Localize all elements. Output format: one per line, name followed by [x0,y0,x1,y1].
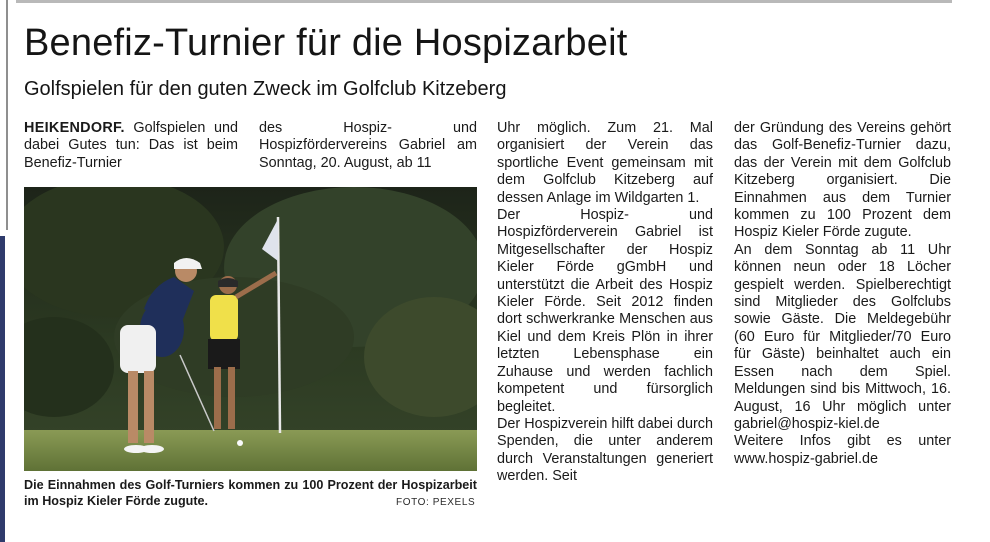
left-rule [6,0,8,230]
paragraph: Weitere Infos gibt es unter www.hospiz-gabriel.de [734,433,951,467]
headline: Benefiz-Turnier für die Hospizarbeit [24,22,628,64]
caption-text: Die Einnahmen des Golf-Turniers kommen zu 100 Prozent der Hospizarbeit im Hospiz Kieler Förde zugute. [24,478,477,508]
paragraph: Uhr möglich. Zum 21. Mal organisiert der Verein das sportliche Event gemeinsam mit dem Golfclub Kitzeberg auf dessen Anlage im Wildgarten 1. [497,120,713,206]
golf-photo-illustration [24,187,477,471]
paragraph: Der Hospizverein hilft dabei durch Spenden, die unter anderem durch Veranstaltungen generiert werden. Seit [497,415,713,485]
paragraph: Der Hospiz- und Hospizförderverein Gabriel ist Mitgesellschafter der Hospiz Kieler Förde gGmbH und unterstützt die Arbeit des Hospiz Kieler Förde. Seit 2012 finden dort schwerkranke Menschen aus Kiel und dem Kreis Plön in ihrer letzten Lebensphase ein Zuhause und werden fachlich kompetent und fürsorglich begleitet. [497,207,713,415]
dateline: HEIKENDORF. [24,120,125,136]
paragraph: An dem Sonntag ab 11 Uhr können neun oder 18 Löcher gespielt werden. Spielberechtigt sind Mitglieder des Golfclubs sowie Gäste. Die Meldegebühr (60 Euro für Mitglieder/70 Euro für Gäste) beinhaltet auch ein Essen nach dem Spiel. Meldungen sind bis Mittwoch, 16. August, 16 Uhr möglich unter gabriel@hospiz-kiel.de [734,241,951,432]
paragraph: der Gründung des Vereins gehört das Golf-Benefiz-Turnier dazu, das der Verein mit dem Golfclub Kitzeberg organisiert. Die Einnahmen aus dem Turnier kommen zu 100 Prozent dem Hospiz Kieler Förde zugute. [734,120,951,241]
text-column-2 [259,120,477,172]
subheadline: Golfspielen für den guten Zweck im Golfclub Kitzeberg [24,78,507,100]
paragraph: des Hospiz- und Hospizfördervereins Gabriel am Sonntag, 20. August, ab 11 [259,120,477,171]
left-accent-bar [0,236,5,542]
paragraph [24,120,238,172]
intro-text: Golfspielen und dabei Gutes tun: Das ist beim Benefiz-Turnier [24,120,238,171]
top-rule [16,0,952,3]
text-column-4 [734,120,951,468]
article-photo [24,187,477,471]
photo-credit: FOTO: PEXELS [396,497,476,508]
text-column-1 [24,120,238,172]
text-column-3 [497,120,713,486]
